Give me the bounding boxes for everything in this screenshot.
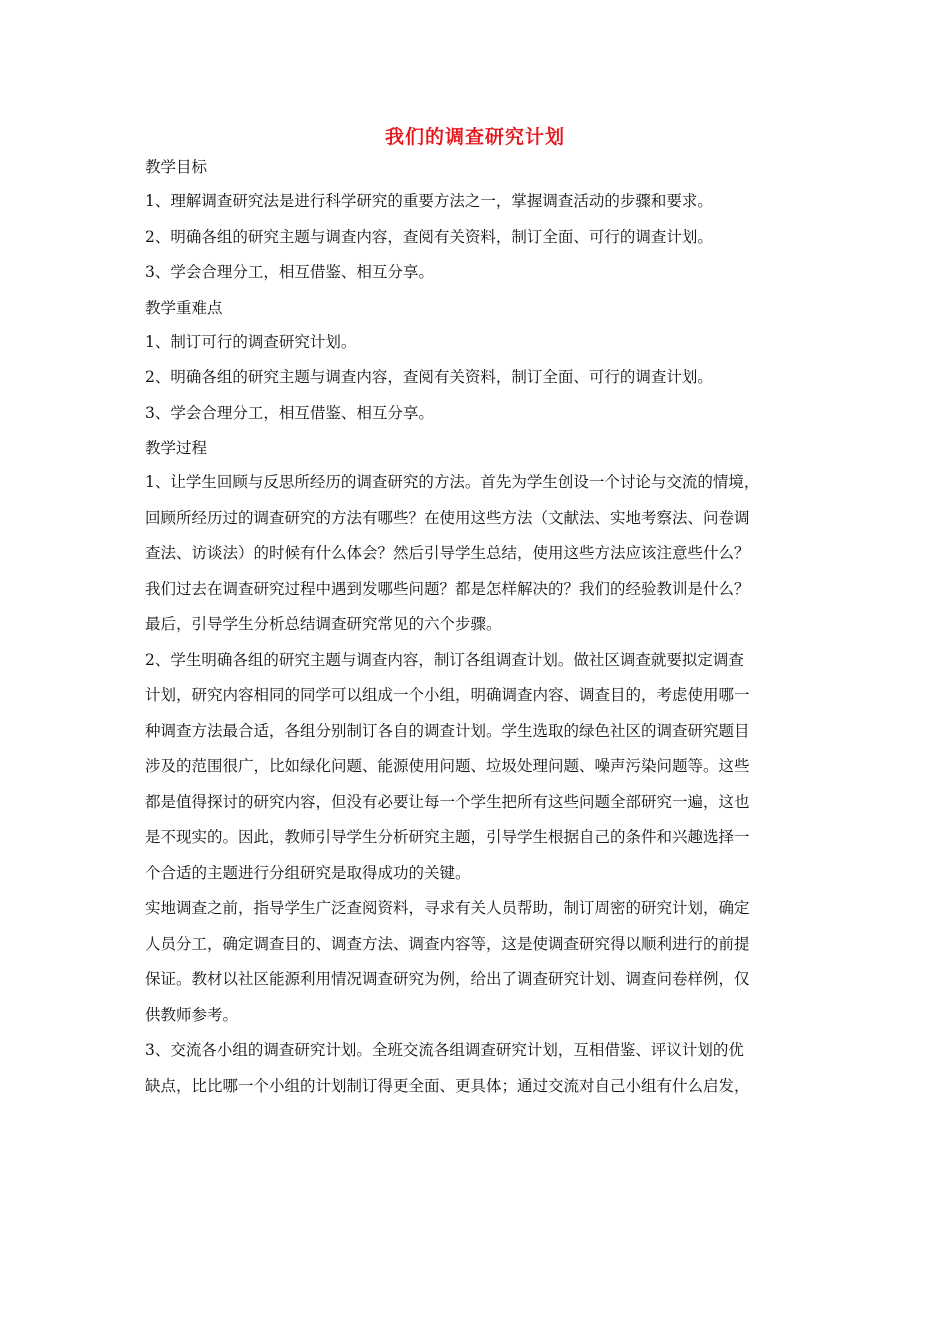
keypoints-heading: 教学重难点 [145, 298, 223, 317]
process-line: 保证。教材以社区能源利用情况调查研究为例，给出了调查研究计划、调查问卷样例，仅 [145, 970, 750, 988]
process-line: 最后，引导学生分析总结调查研究常见的六个步骤。 [145, 615, 502, 633]
process-line: 个合适的主题进行分组研究是取得成功的关键。 [145, 863, 471, 882]
keypoint-item: 3、学会合理分工，相互借鉴、相互分享。 [145, 403, 434, 422]
goal-item: 2、明确各组的研究主题与调查内容，查阅有关资料，制订全面、可行的调查计划。 [145, 227, 713, 246]
goal-item: 3、学会合理分工，相互借鉴、相互分享。 [145, 263, 434, 281]
document-body [145, 150, 810, 1104]
process-line: 计划，研究内容相同的同学可以组成一个小组，明确调查内容、调查目的，考虑使用哪一 [145, 686, 750, 704]
process-line: 是不现实的。因此，教师引导学生分析研究主题，引导学生根据自己的条件和兴趣选择一 [145, 828, 750, 846]
process-line: 涉及的范围很广，比如绿化问题、能源使用问题、垃圾处理问题、噪声污染问题等。这些 [145, 757, 750, 775]
process-line: 缺点，比比哪一个小组的计划制订得更全面、更具体；通过交流对自己小组有什么启发， [145, 1076, 750, 1095]
goal-item: 1、理解调查研究法是进行科学研究的重要方法之一，掌握调查活动的步骤和要求。 [145, 192, 713, 210]
document-title: 我们的调查研究计划 [384, 126, 565, 148]
process-line: 我们过去在调查研究过程中遇到发哪些问题？都是怎样解决的？我们的经验教训是什么？ [145, 579, 750, 598]
process-line: 2、学生明确各组的研究主题与调查内容，制订各组调查计划。做社区调查就要拟定调查 [145, 650, 744, 669]
process-line: 查法、访谈法）的时候有什么体会？然后引导学生总结，使用这些方法应该注意些什么？ [145, 544, 750, 562]
goals-heading: 教学目标 [145, 158, 208, 176]
process-line: 供教师参考。 [145, 1005, 239, 1024]
process-heading: 教学过程 [145, 439, 208, 457]
keypoint-item: 2、明确各组的研究主题与调查内容，查阅有关资料，制订全面、可行的调查计划。 [145, 368, 713, 386]
process-line: 3、交流各小组的调查研究计划。全班交流各组调查研究计划，互相借鉴、评议计划的优 [145, 1041, 744, 1059]
process-line: 实地调查之前，指导学生广泛查阅资料，寻求有关人员帮助，制订周密的研究计划，确定 [145, 899, 750, 917]
process-line: 人员分工，确定调查目的、调查方法、调查内容等，这是使调查研究得以顺利进行的前提 [145, 934, 750, 953]
process-line: 都是值得探讨的研究内容，但没有必要让每一个学生把所有这些问题全部研究一遍，这也 [145, 792, 750, 811]
process-line: 回顾所经历过的调查研究的方法有哪些？在使用这些方法（文献法、实地考察法、问卷调 [145, 508, 750, 527]
process-line: 1、让学生回顾与反思所经历的调查研究的方法。首先为学生创设一个讨论与交流的情境， [145, 473, 760, 491]
keypoint-item: 1、制订可行的调查研究计划。 [145, 332, 357, 351]
process-line: 种调查方法最合适，各组分别制订各自的调查计划。学生选取的绿色社区的调查研究题目 [145, 721, 750, 740]
